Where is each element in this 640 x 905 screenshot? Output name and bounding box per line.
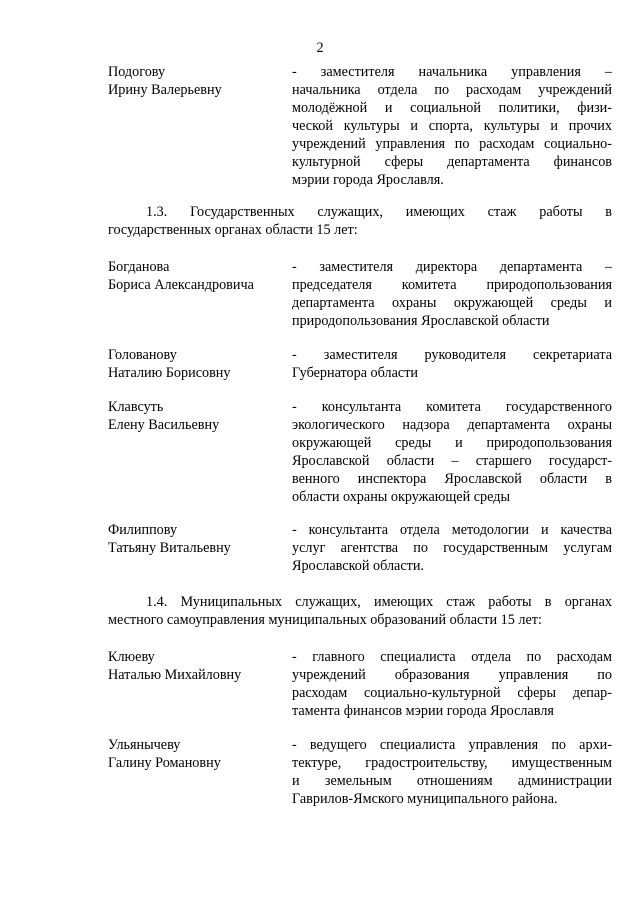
person-given-names: Елену Васильевну — [108, 417, 220, 433]
description-line: ческой культуры и спорта, культуры и прочих — [292, 118, 612, 134]
person-given-names: Татьяну Витальевну — [108, 540, 231, 556]
description-line: Губернатора области — [292, 365, 418, 381]
person-surname: Филиппову — [108, 522, 178, 538]
description-line: мэрии города Ярославля. — [292, 172, 444, 188]
section-heading-line: 1.3. Государственных служащих, имеющих стаж работы в — [146, 204, 612, 220]
description-line: начальника отдела по расходам учреждений — [292, 82, 612, 98]
position-description — [292, 258, 612, 330]
description-line: окружающей среды и природопользования — [292, 435, 612, 451]
person-surname: Клавсуть — [108, 399, 164, 415]
description-line: природопользования Ярославской области — [292, 313, 550, 329]
description-line: - заместителя руководителя секретариата — [292, 347, 612, 363]
description-line: - заместителя директора департамента – — [292, 259, 612, 275]
section-heading-line: 1.4. Муниципальных служащих, имеющих стаж работы в органах — [146, 594, 612, 610]
description-line: венного инспектора Ярославской области в — [292, 471, 612, 487]
section-heading-line: государственных органах области 15 лет: — [108, 222, 358, 238]
description-line: - ведущего специалиста управления по архи- — [292, 737, 612, 753]
section-heading — [108, 593, 612, 629]
description-line: - консультанта комитета государственного — [292, 399, 612, 415]
description-line: области охраны окружающей среды — [292, 489, 510, 505]
description-line: учреждений образования управления по — [292, 667, 612, 683]
position-description — [292, 63, 612, 189]
description-line: расходам социально-культурной сферы депар- — [292, 685, 612, 701]
person-surname: Богданова — [108, 259, 170, 275]
description-line: - консультанта отдела методологии и качества — [292, 522, 612, 538]
description-line: Ярославской области – старшего государст- — [292, 453, 612, 469]
description-line: услуг агентства по государственным услугам — [292, 540, 612, 556]
section-heading-line: местного самоуправления муниципальных образований области 15 лет: — [108, 612, 542, 628]
person-surname: Клюеву — [108, 649, 155, 665]
section-heading — [108, 203, 612, 239]
description-line: председателя комитета природопользования — [292, 277, 612, 293]
person-given-names: Бориса Александровича — [108, 277, 254, 293]
person-given-names: Наталью Михайловну — [108, 667, 242, 683]
position-description — [292, 398, 612, 506]
description-line: тамента финансов мэрии города Ярославля — [292, 703, 554, 719]
person-given-names: Ирину Валерьевну — [108, 82, 222, 98]
page-number: 2 — [316, 40, 324, 56]
description-line: департамента охраны окружающей среды и — [292, 295, 612, 311]
position-description — [292, 346, 612, 382]
person-surname: Подогову — [108, 64, 166, 80]
description-line: тектуре, градостроительству, имущественным — [292, 755, 612, 771]
person-surname: Голованову — [108, 347, 177, 363]
description-line: - заместителя начальника управления – — [292, 64, 612, 80]
person-surname: Ульянычеву — [108, 737, 181, 753]
description-line: молодёжной и социальной политики, физи- — [292, 100, 612, 116]
person-given-names: Наталию Борисовну — [108, 365, 231, 381]
position-description — [292, 648, 612, 720]
person-given-names: Галину Романовну — [108, 755, 221, 771]
position-description — [292, 736, 612, 808]
position-description — [292, 521, 612, 575]
description-line: Ярославской области. — [292, 558, 424, 574]
description-line: и земельным отношениям администрации — [292, 773, 612, 789]
description-line: культурной сферы департамента финансов — [292, 154, 612, 170]
description-line: - главного специалиста отдела по расходам — [292, 649, 612, 665]
description-line: Гаврилов-Ямского муниципального района. — [292, 791, 558, 807]
description-line: экологического надзора департамента охраны — [292, 417, 612, 433]
description-line: учреждений управления по расходам социально- — [292, 136, 612, 152]
